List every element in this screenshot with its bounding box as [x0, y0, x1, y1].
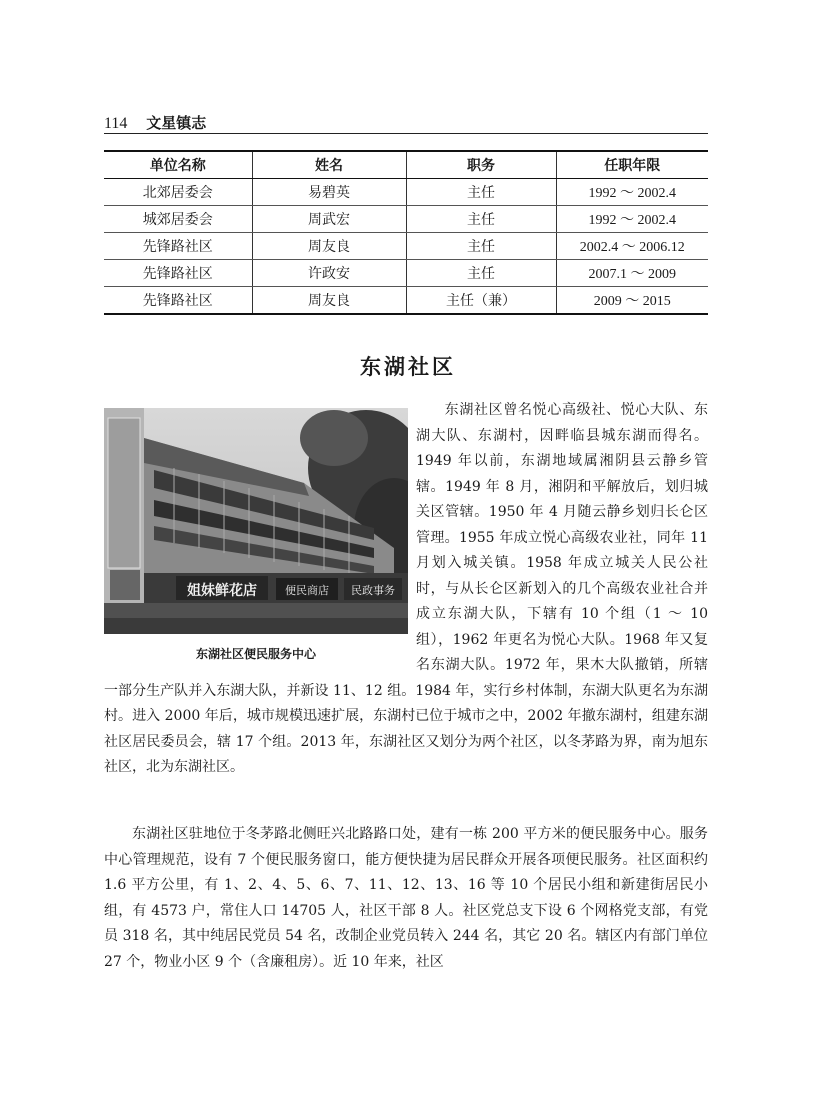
- section-title: 东湖社区: [360, 355, 456, 379]
- cell-unit: 北郊居委会: [104, 179, 252, 206]
- shop-sign-middle: 便民商店: [285, 584, 329, 597]
- officials-table: [104, 150, 708, 315]
- paragraph-history-text: 东湖社区曾名悦心高级社、悦心大队、东湖大队、东湖村，因畔临县城东湖而得名。1949 年以前，东湖地域属湘阴县云静乡管辖。1949 年 8 月，湘阴和平解放后，划归城关区管辖。1950 年 4 月随云静乡划归长仑区管理。1955 年成立悦心高级农业社，同年 11 月划入城关镇。1958 年成立城关人民公社时，与从长仑区新划入的几个高级农业社合并成立东湖大队，下辖有 10 个组（1 ～ 10 组），1962 年更名为悦心大队。1968 年又复名东湖大队。1972 年，果木大队撤销，所辖一部分生产队并入东湖大队，并新设 11、12 组。1984 年，实行乡村体制，东湖大队更名为东湖村。进入 2000 年后，城市规模迅速扩展，东湖村已位于城市之中，2002 年撤东湖村，组建东湖社区居民委员会，辖 17 个组。2013 年，东湖社区又划分为两个社区，以冬茅路为界，南为旭东社区，北为东湖社区。: [104, 402, 708, 775]
- book-title: 文星镇志: [146, 114, 207, 132]
- cell-name: 周武宏: [252, 206, 406, 233]
- column-header-position: 职务: [406, 151, 556, 179]
- photo-wrap-spacer: [104, 398, 416, 669]
- cell-position: 主任: [406, 260, 556, 287]
- cell-name: 许政安: [252, 260, 406, 287]
- table-row: [104, 287, 708, 315]
- cell-unit: 城郊居委会: [104, 206, 252, 233]
- cell-position: 主任: [406, 233, 556, 260]
- cell-term: 2007.1 ～ 2009: [556, 260, 708, 287]
- cell-term: 1992 ～ 2002.4: [556, 206, 708, 233]
- paragraph-history: [104, 398, 708, 781]
- cell-term: 2009 ～ 2015: [556, 287, 708, 315]
- table-header-row: [104, 151, 708, 179]
- cell-term: 1992 ～ 2002.4: [556, 179, 708, 206]
- photo-caption: 东湖社区便民服务中心: [195, 647, 316, 661]
- column-header-name: 姓名: [252, 151, 406, 179]
- shop-sign-left: 姐妹鲜花店: [187, 583, 257, 599]
- page-number: 114: [104, 115, 128, 132]
- cell-name: 易碧英: [252, 179, 406, 206]
- page-header: [104, 113, 708, 134]
- cell-unit: 先锋路社区: [104, 260, 252, 287]
- cell-name: 周友良: [252, 233, 406, 260]
- cell-position: 主任（兼）: [406, 287, 556, 315]
- paragraph-overview: 东湖社区驻地位于冬茅路北侧旺兴北路路口处，建有一栋 200 平方米的便民服务中心。服务中心管理规范，设有 7 个便民服务窗口，能方便快捷为居民群众开展各项便民服务。社区面积约 1.6 平方公里，有 1、2、4、5、6、7、11、12、13、16 等 10 个居民小组和新建街居民小组，有 4573 户，常住人口 14705 人，社区干部 8 人。社区党总支下设 6 个网格党支部，有党员 318 名，其中纯居民党员 54 名，改制企业党员转入 244 名，其它 20 名。辖区内有部门单位 27 个，物业小区 9 个（含廉租房）。近 10 年来，社区: [104, 826, 708, 970]
- column-header-term: 任职年限: [556, 151, 708, 179]
- cell-term: 2002.4 ～ 2006.12: [556, 233, 708, 260]
- table-row: [104, 179, 708, 206]
- table-row: [104, 206, 708, 233]
- column-header-unit: 单位名称: [104, 151, 252, 179]
- cell-position: 主任: [406, 179, 556, 206]
- shop-sign-right: 民政事务: [351, 584, 395, 597]
- cell-unit: 先锋路社区: [104, 287, 252, 315]
- cell-unit: 先锋路社区: [104, 233, 252, 260]
- cell-name: 周友良: [252, 287, 406, 315]
- table-row: [104, 233, 708, 260]
- cell-position: 主任: [406, 206, 556, 233]
- table-row: [104, 260, 708, 287]
